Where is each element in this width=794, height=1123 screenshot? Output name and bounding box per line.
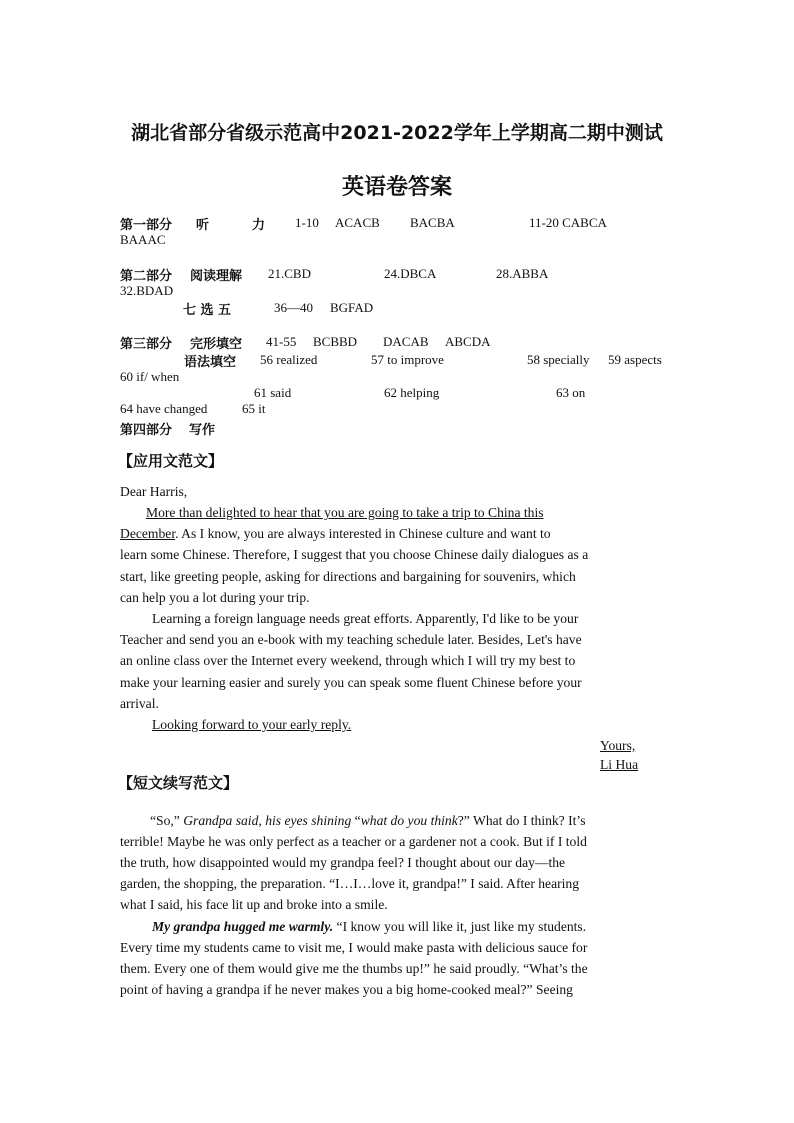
letter-greeting: Dear Harris, [120, 484, 188, 499]
sample-continuation-heading: 【短文续写范文】 [118, 774, 239, 792]
part4-label: 第四部分 [120, 423, 173, 438]
story-italic: Grandpa said [183, 813, 259, 828]
part2-name: 阅读理解 [190, 269, 243, 284]
part2-sub-answer: BGFAD [330, 300, 374, 315]
part3-answer3: ABCDA [445, 334, 491, 349]
story-line: garden, the shopping, the preparation. “I…I…love it, grandpa!” I said. After hearing [120, 876, 580, 891]
part1-answer3: BAAAC [120, 232, 166, 247]
letter-line: Learning a foreign language needs great efforts. Apparently, I'd like to be your [152, 611, 579, 626]
grammar-65: 65 it [242, 401, 266, 416]
letter-line [120, 524, 551, 544]
letter-line: an online class over the Internet every weekend, through which I will try my best to [120, 653, 576, 668]
part1-range1: 1-10 [295, 215, 319, 230]
letter-underlined-text: More than delighted to hear that you are going to take a trip to China this [146, 505, 544, 520]
letter-text: . As I know, you are always interested in Chinese culture and want to [175, 526, 551, 541]
story-bold-italic: My grandpa hugged me warmly. [152, 919, 334, 934]
story-line: the truth, how disappointed would my grandpa feel? I thought about our day—the [120, 855, 566, 870]
letter-line: arrival. [120, 696, 159, 711]
part1-label: 第一部分 [120, 218, 173, 233]
part2-label: 第二部分 [120, 269, 173, 284]
part3-range: 41-55 [266, 334, 297, 349]
part2-answer2: 24.DBCA [384, 266, 437, 281]
page-title: 湖北省部分省级示范高中2021-2022学年上学期高二期中测试 [131, 122, 663, 144]
letter-line [146, 503, 544, 523]
letter-underlined-text: December [120, 526, 176, 541]
part2-answer4: 32.BDAD [120, 283, 174, 298]
grammar-61: 61 said [254, 385, 292, 400]
story-text: “I know you will like it, just like my students. [333, 919, 587, 934]
story-text: “So,” [150, 813, 184, 828]
part1-range2: 11-20 CABCA [529, 215, 607, 230]
part3-answer1: BCBBD [313, 334, 358, 349]
letter-line: can help you a lot during your trip. [120, 590, 310, 605]
grammar-63: 63 on [556, 385, 586, 400]
part2-sub-name: 七 选 五 [183, 303, 232, 318]
letter-sign-yours: Yours, [600, 738, 636, 753]
letter-line: make your learning easier and surely you can speak some fluent Chinese before your [120, 675, 582, 690]
part1-name-b: 力 [252, 218, 266, 233]
letter-line: learn some Chinese. Therefore, I suggest that you choose Chinese daily dialogues as a [120, 547, 589, 562]
part1-name-a: 听 [196, 218, 210, 233]
part3-label: 第三部分 [120, 337, 173, 352]
part4-name: 写作 [189, 423, 216, 438]
story-italic: his eyes shining [265, 813, 352, 828]
grammar-56: 56 realized [260, 352, 318, 367]
sample-letter-heading: 【应用文范文】 [118, 452, 224, 470]
letter-closing: Looking forward to your early reply. [152, 717, 352, 732]
part3-name: 完形填空 [190, 337, 243, 352]
story-italic: what do you think [360, 813, 458, 828]
grammar-name: 语法填空 [184, 355, 237, 370]
story-line: them. Every one of them would give me the thumbs up!” he said proudly. “What’s the [120, 961, 588, 976]
story-text: , [258, 813, 266, 828]
letter-sign-name: Li Hua [600, 757, 639, 772]
page-subtitle: 英语卷答案 [341, 175, 452, 200]
letter-line: Teacher and send you an e-book with my teaching schedule later. Besides, Let's have [120, 632, 582, 647]
story-line: what I said, his face lit up and broke into a smile. [120, 897, 388, 912]
part3-answer2: DACAB [383, 334, 429, 349]
story-line: terrible! Maybe he was only perfect as a teacher or a gardener not a cook. But if I told [120, 834, 587, 849]
grammar-58: 58 specially [527, 352, 590, 367]
part1-answer1: ACACB [335, 215, 380, 230]
story-line: Every time my students came to visit me, I would make pasta with delicious sauce for [120, 940, 588, 955]
grammar-64: 64 have changed [120, 401, 208, 416]
story-text: “ [351, 813, 361, 828]
part2-answer1: 21.CBD [268, 266, 311, 281]
story-line [150, 811, 586, 831]
letter-line: start, like greeting people, asking for directions and bargaining for souvenirs, which [120, 569, 576, 584]
grammar-62: 62 helping [384, 385, 440, 400]
part2-sub-range: 36—40 [274, 300, 313, 315]
grammar-57: 57 to improve [371, 352, 444, 367]
part2-answer3: 28.ABBA [496, 266, 549, 281]
grammar-60: 60 if/ when [120, 369, 180, 384]
part1-answer2: BACBA [410, 215, 455, 230]
grammar-59: 59 aspects [608, 352, 662, 367]
story-line [152, 917, 586, 937]
story-line: point of having a grandpa if he never makes you a big home-cooked meal?” Seeing [120, 982, 573, 997]
story-text: ?” What do I think? It’s [457, 813, 586, 828]
